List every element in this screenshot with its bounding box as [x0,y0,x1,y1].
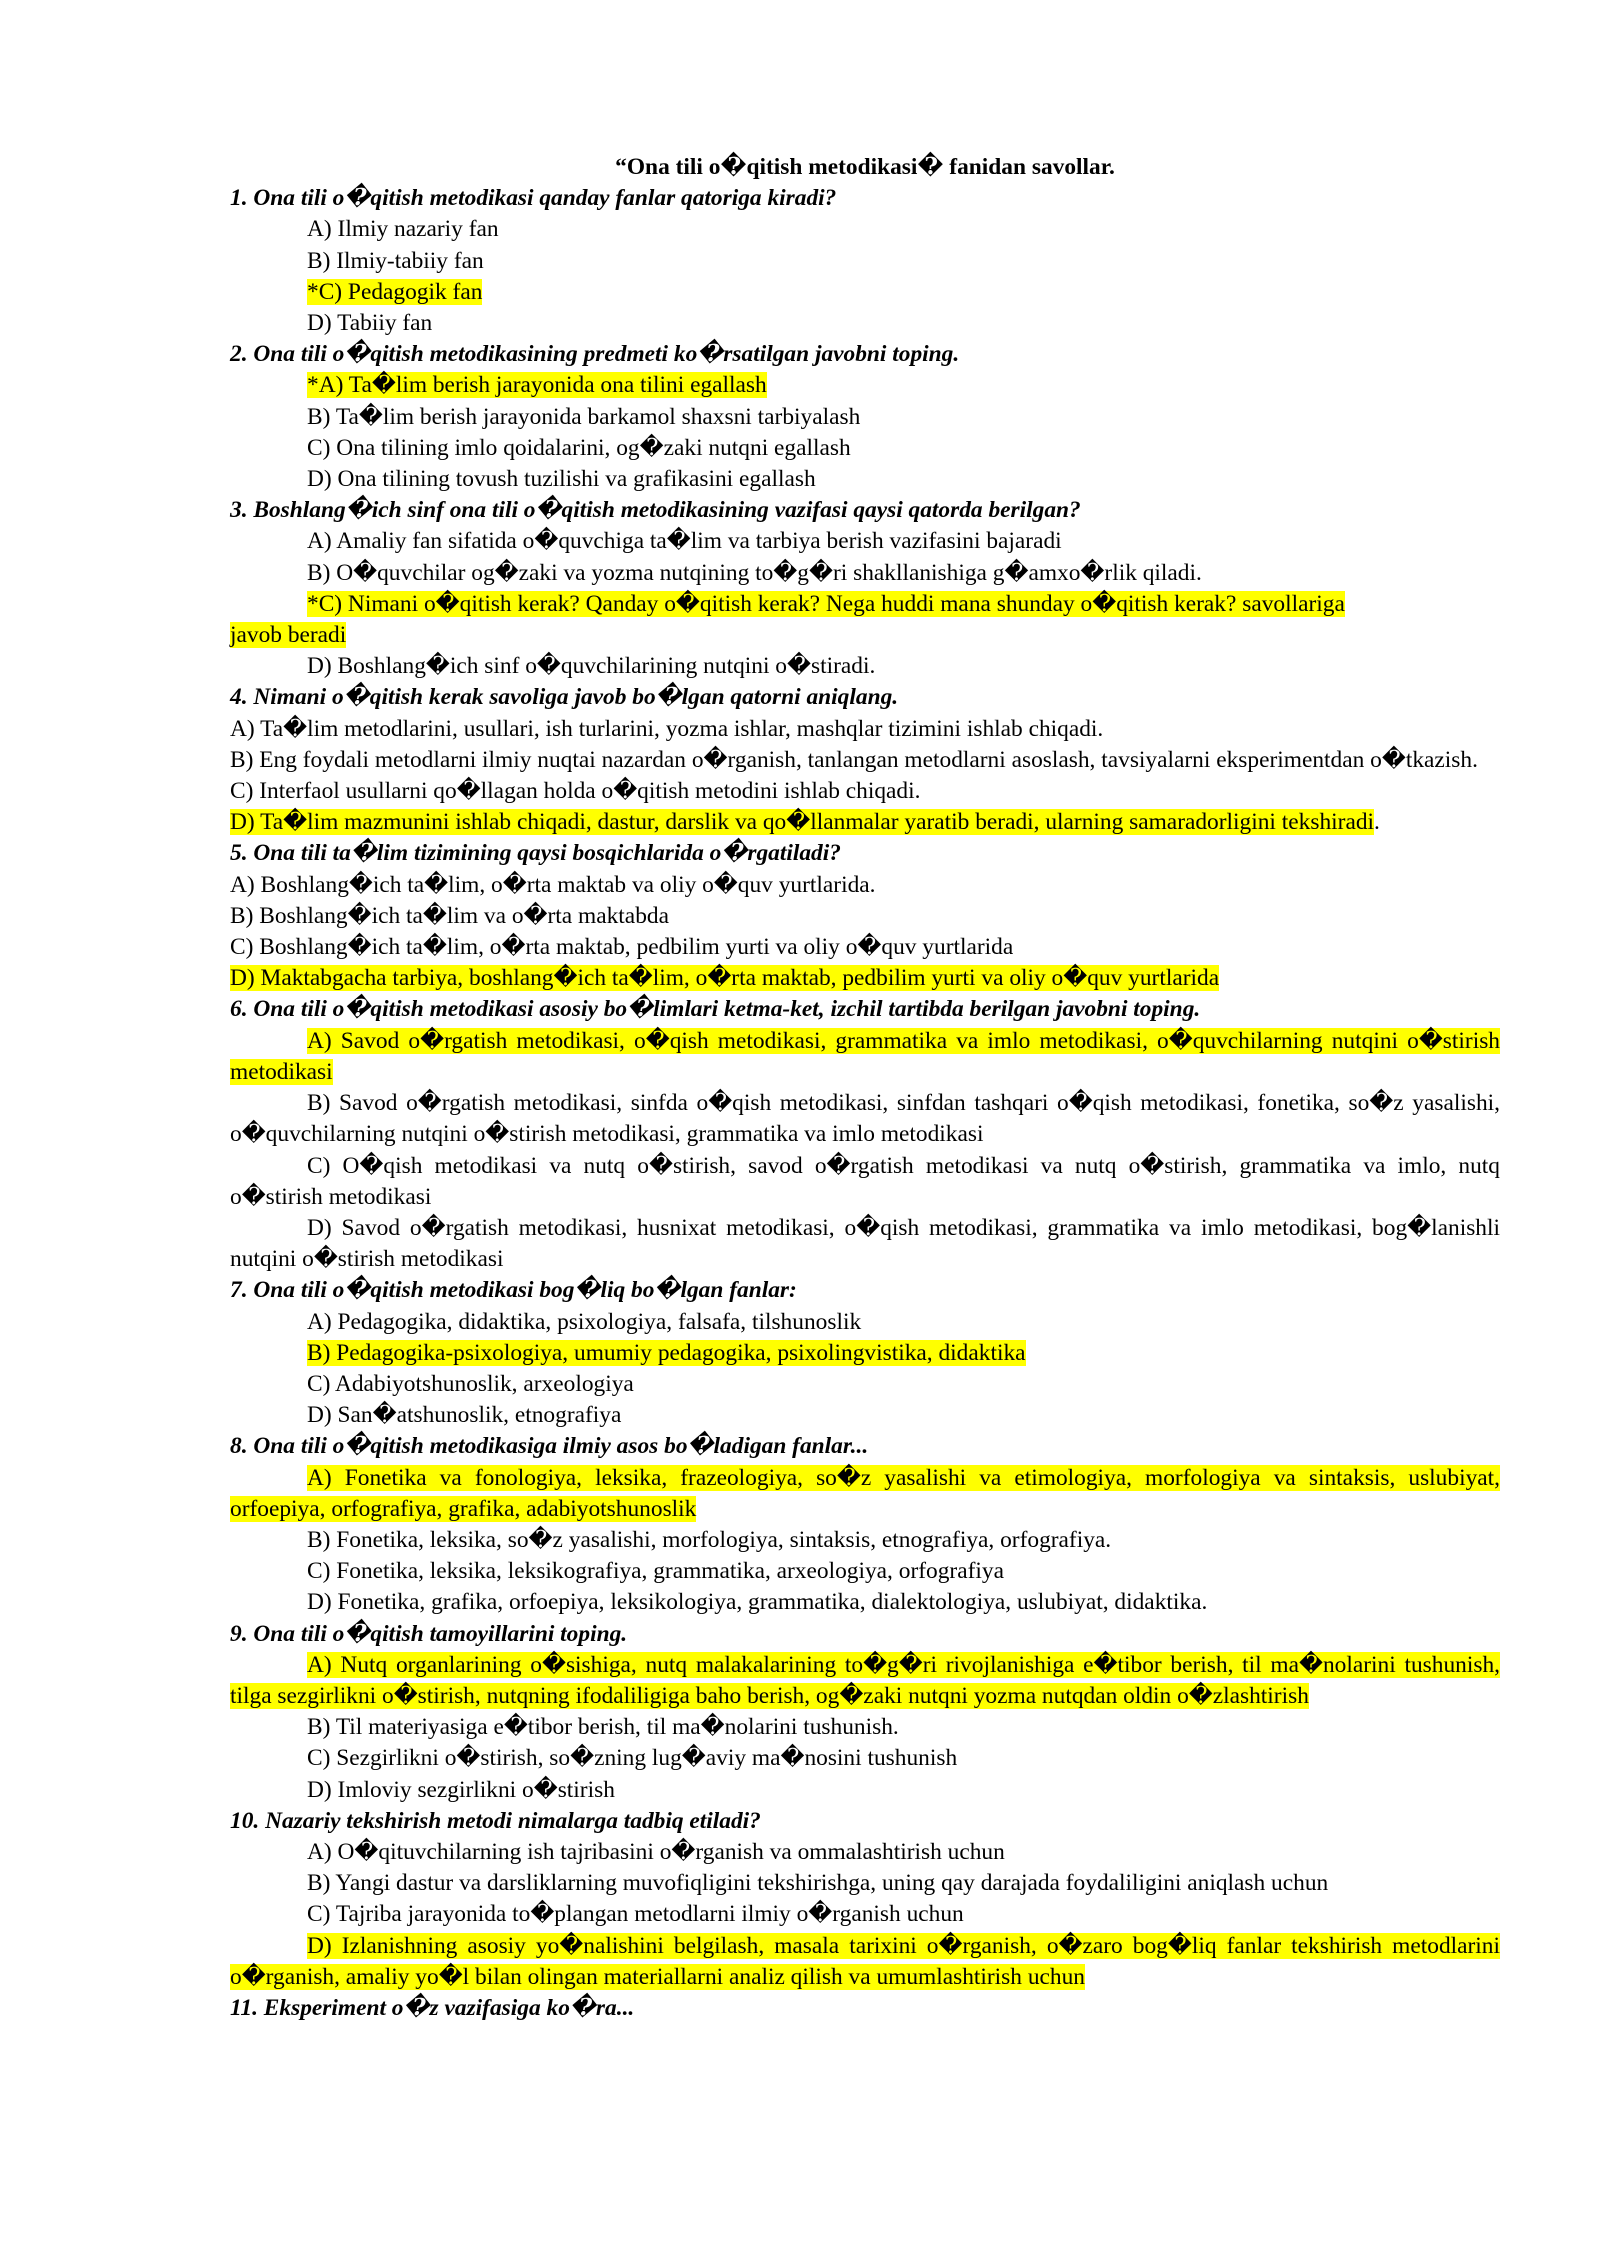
q9-correct-answer: A) Nutq organlarining o�sishiga, nutq malakalarining to�g�ri rivojlanishiga e�tibor berish, til ma�nolarini tushunish, tilga sezgirlikni o�stirish, nutqning ifodaliligiga baho berish, og�zaki nutqni yozma nutqdan oldin o�zlashtirish [230,1651,1500,1709]
q3-option-c-line1 [230,589,1500,620]
q1-option-d: D) Tabiiy fan [307,310,433,337]
question-3: 3. Boshlang�ich sinf ona tili o�qitish metodikasining vazifasi qaysi qatorda berilgan? [230,497,1081,524]
q6-option-a [230,1026,1500,1088]
q8-option-c: C) Fonetika, leksika, leksikografiya, grammatika, arxeologiya, orfografiya [307,1558,1004,1585]
question-6: 6. Ona tili o�qitish metodikasi asosiy bo�limlari ketma-ket, izchil tartibda berilgan javobni toping. [230,996,1201,1023]
question-11: 11. Eksperiment o�z vazifasiga ko�ra... [230,1994,635,2021]
question-4: 4. Nimani o�qitish kerak savoliga javob bo�lgan qatorni aniqlang. [230,684,899,711]
q10-option-d [230,1931,1500,1993]
q9-option-b: B) Til materiyasiga e�tibor berish, til ma�nolarini tushunish. [307,1714,899,1741]
q5-option-d [230,963,1500,994]
q9-option-d: D) Imloviy sezgirlikni o�stirish [307,1776,615,1803]
q5-correct-answer: D) Maktabgacha tarbiya, boshlang�ich ta�lim, o�rta maktab, pedbilim yurti va oliy o�quv yurtlarida [230,965,1220,992]
q10-correct-answer: D) Izlanishning asosiy yo�nalishini belgilash, masala tarixini o�rganish, o�zaro bog�liq fanlar tekshirish metodlarini o�rganish, amaliy yo�l bilan olingan materiallarni analiz qilish va umumlashtirish uchun [230,1932,1500,1990]
q7-correct-answer: B) Pedagogika-psixologiya, umumiy pedagogika, psixolingvistika, didaktika [307,1339,1026,1366]
q7-option-a: A) Pedagogika, didaktika, psixologiya, falsafa, tilshunoslik [307,1308,862,1335]
q1-option-b: B) Ilmiy-tabiiy fan [307,247,484,274]
question-7: 7. Ona tili o�qitish metodikasi bog�liq bo�lgan fanlar: [230,1277,797,1304]
q3-option-a: A) Amaliy fan sifatida o�quvchiga ta�lim va tarbiya berish vazifasini bajaradi [307,528,1062,555]
q1-option-a: A) Ilmiy nazariy fan [307,216,499,243]
q2-option-d: D) Ona tilining tovush tuzilishi va grafikasini egallash [307,466,816,493]
question-2: 2. Ona tili o�qitish metodikasining predmeti ko�rsatilgan javobni toping. [230,341,960,368]
q6-option-c: C) O�qish metodikasi va nutq o�stirish, savod o�rgatish metodikasi va nutq o�stirish, grammatika va imlo, nutq o�stirish metodikasi [230,1152,1500,1210]
q3-option-b: B) O�quvchilar og�zaki va yozma nutqining to�g�ri shakllanishiga g�amxo�rlik qiladi. [307,559,1202,586]
question-1: 1. Ona tili o�qitish metodikasi qanday fanlar qatoriga kiradi? [230,185,837,212]
q9-option-a [230,1650,1500,1712]
question-8: 8. Ona tili o�qitish metodikasiga ilmiy asos bo�ladigan fanlar... [230,1433,869,1460]
q2-option-a [230,370,1500,401]
question-5: 5. Ona tili ta�lim tizimining qaysi bosqichlarida o�rgatiladi? [230,840,841,867]
q10-option-b: B) Yangi dastur va darsliklarning muvofiqligini tekshirishga, uning qay darajada foydaliligini aniqlash uchun [307,1870,1329,1897]
q7-option-c: C) Adabiyotshunoslik, arxeologiya [307,1370,634,1397]
q9-option-c: C) Sezgirlikni o�stirish, so�zning lug�aviy ma�nosini tushunish [307,1745,958,1772]
document-page [230,152,1500,2024]
q7-option-d: D) San�atshunoslik, etnografiya [307,1402,622,1429]
q6-option-d: D) Savod o�rgatish metodikasi, husnixat metodikasi, o�qish metodikasi, grammatika va imlo metodikasi, bog�lanishli nutqini o�stirish metodikasi [230,1214,1500,1273]
q10-option-c: C) Tajriba jarayonida to�plangan metodlarni ilmiy o�rganish uchun [307,1901,964,1928]
q8-correct-answer: A) Fonetika va fonologiya, leksika, frazeologiya, so�z yasalishi va etimologiya, morfologiya va sintaksis, uslubiyat, orfoepiya, orfografiya, grafika, adabiyotshunoslik [230,1464,1500,1522]
q3-option-c-line2: javob beradi [230,622,347,649]
q2-option-c: C) Ona tilining imlo qoidalarini, og�zaki nutqni egallash [307,434,851,461]
q4-option-c: C) Interfaol usullarni qo�llagan holda o�qitish metodini ishlab chiqadi. [230,778,921,805]
q4-option-a: A) Ta�lim metodlarini, usullari, ish turlarini, yozma ishlar, mashqlar tizimini ishlab chiqadi. [230,715,1104,742]
q8-option-a [230,1463,1500,1525]
q4-option-d: D) Ta�lim mazmunini ishlab chiqadi, dastur, darslik va qo�llanmalar yaratib beradi, ularning samaradorligini tekshiradi. [230,809,1380,836]
q8-option-d: D) Fonetika, grafika, orfoepiya, leksikologiya, grammatika, dialektologiya, uslubiyat, didaktika. [307,1589,1208,1616]
q7-option-b [230,1338,1500,1369]
q5-option-b: B) Boshlang�ich ta�lim va o�rta maktabda [230,902,669,929]
question-10: 10. Nazariy tekshirish metodi nimalarga tadbiq etiladi? [230,1807,761,1834]
q6-option-b: B) Savod o�rgatish metodikasi, sinfda o�qish metodikasi, sinfdan tashqari o�qish metodikasi, fonetika, so�z yasalishi, o�quvchilarning nutqini o�stirish metodikasi, grammatika va imlo metodikasi [230,1090,1500,1148]
q4-correct-answer: D) Ta�lim mazmunini ishlab chiqadi, dastur, darslik va qo�llanmalar yaratib beradi, ularning samaradorligini tekshiradi [230,809,1375,836]
q5-option-a: A) Boshlang�ich ta�lim, o�rta maktab va oliy o�quv yurtlarida. [230,871,876,898]
q3-correct-answer: *C) Nimani o�qitish kerak? Qanday o�qitish kerak? Nega huddi mana shunday o�qitish kerak? savollariga [307,590,1345,617]
q6-correct-answer: A) Savod o�rgatish metodikasi, o�qish metodikasi, grammatika va imlo metodikasi, o�quvchilarning nutqini o�stirish metodikasi [230,1027,1500,1085]
q10-option-a: A) O�qituvchilarning ish tajribasini o�rganish va ommalashtirish uchun [307,1838,1005,1865]
question-9: 9. Ona tili o�qitish tamoyillarini toping. [230,1620,628,1647]
q1-correct-answer: *C) Pedagogik fan [307,278,483,305]
q5-option-c: C) Boshlang�ich ta�lim, o�rta maktab, pedbilim yurti va oliy o�quv yurtlarida [230,934,1014,961]
q8-option-b: B) Fonetika, leksika, so�z yasalishi, morfologiya, sintaksis, etnografiya, orfografiya. [307,1526,1112,1553]
q2-option-b: B) Ta�lim berish jarayonida barkamol shaxsni tarbiyalash [307,403,861,430]
document-title: “Ona tili o�qitish metodikasi� fanidan savollar. [615,154,1115,180]
q3-option-d: D) Boshlang�ich sinf o�quvchilarining nutqini o�stiradi. [307,653,876,680]
q2-correct-answer: *A) Ta�lim berish jarayonida ona tilini egallash [307,372,767,399]
q4-option-b: B) Eng foydali metodlarni ilmiy nuqtai nazardan o�rganish, tanlangan metodlarni asoslash, tavsiyalarni eksperimentdan o�tkazish. [230,746,1478,773]
q1-option-c [230,277,1500,308]
